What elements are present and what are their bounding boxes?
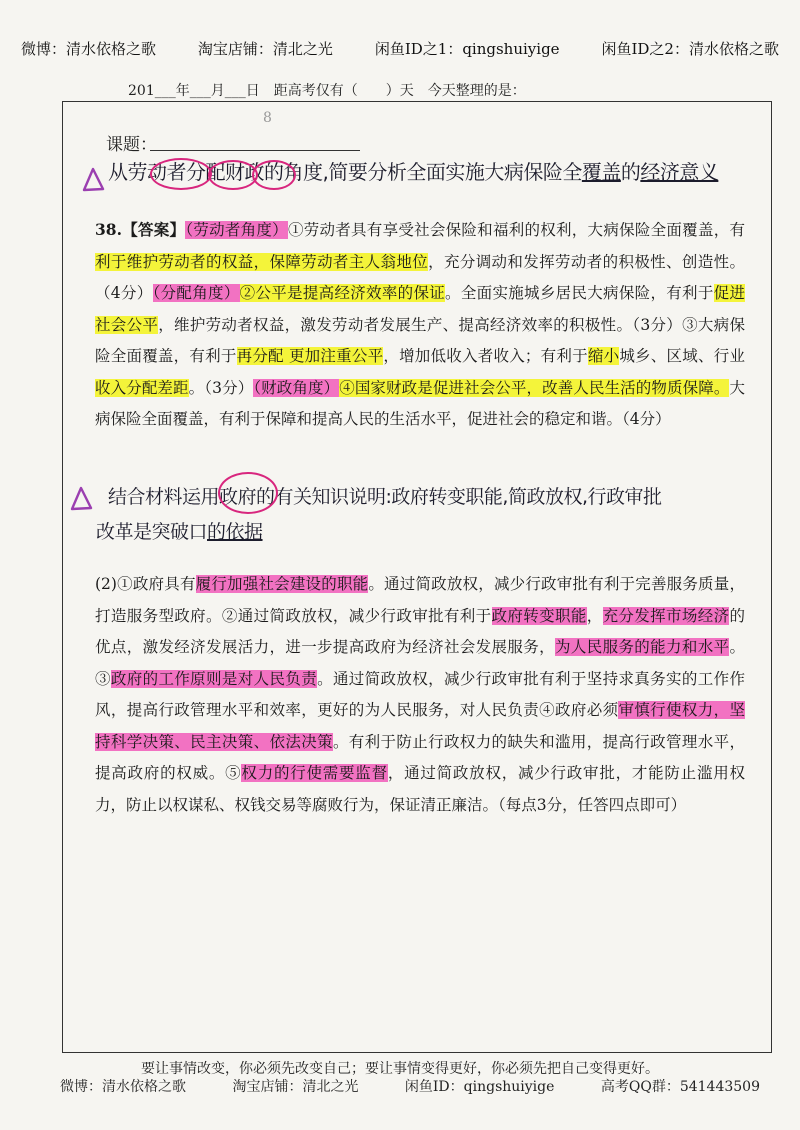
answer-38-score: （4分） xyxy=(95,284,153,302)
handwritten-question-1 xyxy=(108,156,718,185)
answer-38-text: ①劳动者具有享受社会保险和福利的权利，大病保险全面覆盖，有 xyxy=(287,221,745,239)
header-xianyu-2: 闲鱼ID之2：清水依格之歌 xyxy=(601,39,779,58)
answer-2-text: 。③ xyxy=(95,638,745,688)
handwritten-q1-de: 的 xyxy=(620,160,641,184)
highlight-pink: 审慎行使权力，坚持科学决策、民主决策、依法决策 xyxy=(95,701,745,751)
answer-2-text: (2)①政府具有 xyxy=(95,575,196,593)
triangle-marker-icon xyxy=(68,485,94,511)
highlight-yellow: 缩小 xyxy=(587,347,620,365)
handwritten-q2-breakthrough: 改革是突破口 xyxy=(96,521,208,543)
handwritten-question-2-line-1: 结合材料运用政府的有关知识说明:政府转变职能,简政放权,行政审批 xyxy=(108,486,662,508)
answer-2-text: 。有利于防止行政权力的缺失和滥用，提高行政管理水平，提高政府的权威。⑤ xyxy=(95,732,745,782)
page-mark: 8 xyxy=(263,110,272,126)
highlight-pink: 政府的工作原则是对人民负责 xyxy=(110,669,318,688)
answer-38-text: ，充分调动和发挥劳动者的积极性、创造性。 xyxy=(428,252,745,271)
triangle-marker-icon xyxy=(80,166,106,192)
highlight-yellow: ④国家财政是促进社会公平，改善人民生活的物质保障。 xyxy=(339,378,730,397)
answer-38-score: 。（3分） xyxy=(188,378,254,397)
answer-2-text: ，通过简政放权，减少行政审批，才能防止滥用权力，防止以权谋私、权钱交易等腐败行为，保证清正廉洁。（每点3分，任答四点即可） xyxy=(95,764,745,814)
highlight-yellow: 收入分配差距 xyxy=(95,378,189,397)
handwritten-question-2-line-2 xyxy=(96,517,263,544)
answer-38-text: ，维护劳动者权益，激发劳动者发展生产、提高经济效率的积极性。（3分）③大病保险全面覆盖，有利于 xyxy=(95,315,745,365)
footer-weibo: 微博：清水依格之歌 xyxy=(60,1079,186,1095)
header-taobao: 淘宝店铺：清北之光 xyxy=(197,39,333,58)
answer-38-text: 。全面实施城乡居民大病保险，有利于 xyxy=(445,284,714,302)
footer-bar xyxy=(60,1076,760,1096)
highlight-yellow: 再分配 更加注重公平 xyxy=(236,347,384,365)
topic-underline xyxy=(150,150,360,151)
handwritten-q1-significance: 经济意义 xyxy=(640,160,719,184)
footer-motto: 要让事情改变，你必须先改变自己；要让事情变得更好，你必须先把自己变得更好。 xyxy=(141,1061,659,1077)
date-line: 201___年___月___日 距高考仅有（ ）天 今天整理的是： xyxy=(128,83,526,99)
header-weibo: 微博：清水依格之歌 xyxy=(20,39,156,58)
footer-qq-group: 高考QQ群：541443509 xyxy=(600,1079,760,1095)
highlight-yellow: 促进社会公平 xyxy=(95,284,745,334)
answer-38-text: ，增加低收入者收入；有利于 xyxy=(383,347,588,365)
footer-taobao: 淘宝店铺：清北之光 xyxy=(232,1079,359,1095)
tag-distribution-perspective: （分配角度） xyxy=(152,284,240,302)
highlight-pink: 权力的行使需要监督 xyxy=(241,764,388,782)
highlight-yellow: 利于维护劳动者的权益，保障劳动者主人翁地位 xyxy=(95,252,429,271)
answer-2-text: ， xyxy=(586,606,603,625)
handwritten-q2-basis: 的依据 xyxy=(207,521,263,543)
highlight-yellow: ②公平是提高经济效率的保证 xyxy=(239,284,446,302)
highlight-pink: 充分发挥市场经济 xyxy=(602,606,730,625)
tag-laborer-perspective: （劳动者角度） xyxy=(185,221,288,239)
answer-2-text: 。通过简政放权，减少行政审批有利于坚持求真务实的工作作风，提高行政管理水平和效率，更好的为人民服务，对人民负责④政府必须 xyxy=(95,669,745,719)
header-bar xyxy=(0,36,800,60)
highlight-pink: 政府转变职能 xyxy=(491,606,587,625)
answer-38-paragraph xyxy=(95,214,745,436)
highlight-pink: 履行加强社会建设的职能 xyxy=(195,575,369,593)
answer-2-paragraph xyxy=(95,569,745,821)
answer-2-text: 。通过简政放权，减少行政审批有利于完善服务质量，打造服务型政府。②通过简政放权，减少行政审批有利于 xyxy=(95,575,745,625)
tag-finance-perspective: （财政角度） xyxy=(253,378,340,397)
topic-label: 课题： xyxy=(106,135,157,155)
highlight-pink: 为人民服务的能力和水平 xyxy=(554,638,730,656)
footer-xianyu: 闲鱼ID：qingshuiyige xyxy=(404,1079,555,1095)
answer-38-text: 城乡、区域、行业 xyxy=(619,347,745,365)
handwritten-q1-text: 从劳动者分配财政的角度,简要分析全面实施大病保险全 xyxy=(108,160,582,184)
header-xianyu-1: 闲鱼ID之1：qingshuiyige xyxy=(374,39,560,58)
answer-38-text: 大病保险全面覆盖，有利于保障和提高人民的生活水平，促进社会的稳定和谐。（4分） xyxy=(95,378,745,428)
answer-2-text: 的优点，激发经济发展活力，进一步提高政府为经济社会发展服务， xyxy=(95,606,745,656)
handwritten-q1-coverage: 覆盖 xyxy=(581,160,621,184)
answer-38-label: 38.【答案】 xyxy=(95,220,186,239)
